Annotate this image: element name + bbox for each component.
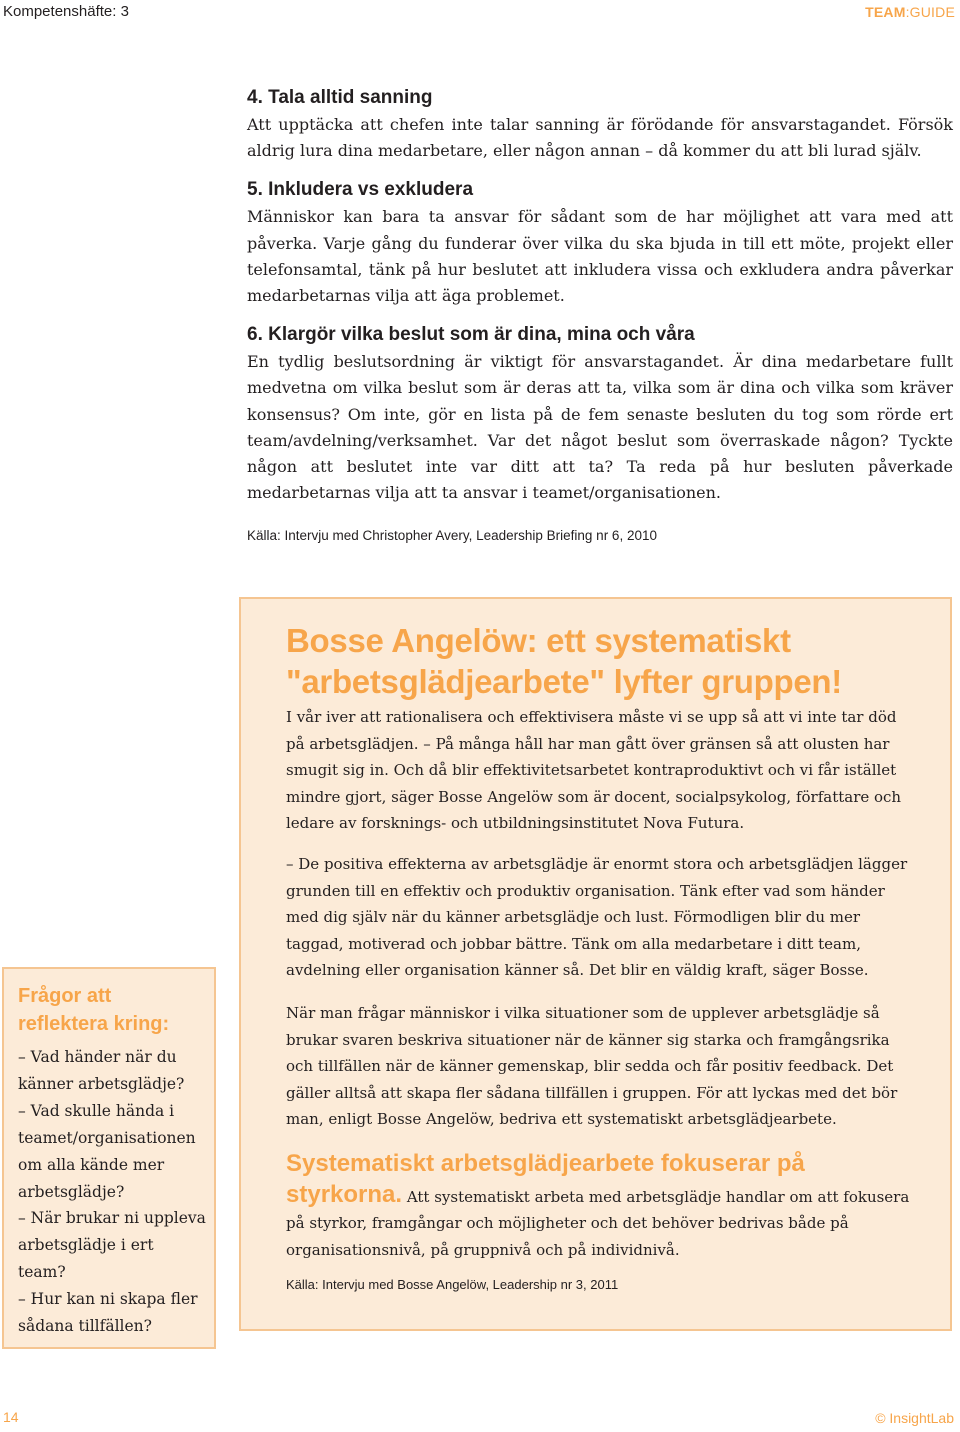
reflection-question: – Vad skulle hända i teamet/organisationen om alla kände mer arbetsglädje? <box>18 1101 196 1201</box>
article-source: Källa: Intervju med Bosse Angelöw, Leadership nr 3, 2011 <box>286 1277 619 1293</box>
brand-guide: GUIDE <box>909 4 955 20</box>
reflection-question: – När brukar ni uppleva arbetsglädje i ert team? <box>18 1209 206 1282</box>
reflection-question: – Hur kan ni skapa fler sådana tillfällen? <box>18 1290 198 1336</box>
article-title-line-1: Bosse Angelöw: ett systematiskt <box>286 622 791 659</box>
section-4 <box>247 84 953 164</box>
brand-separator: : <box>905 4 910 20</box>
reflection-question: – Vad händer när du känner arbetsglädje? <box>18 1048 185 1093</box>
header-brand <box>865 4 955 20</box>
section-heading: 5. Inkludera vs exkludera <box>247 179 474 201</box>
article-content <box>286 620 916 1292</box>
page-number: 14 <box>3 1409 19 1425</box>
section-text: En tydlig beslutsordning är viktigt för ansvarstagandet. Är dina medarbetare fullt medvetna om vilka beslut som är deras att ta, vilka som är dina och vilka som kräver konsensus? Om inte, gör en lista på de fem senaste besluten du tog som rörde ert team/avdelning/verksamhet. Var det något beslut som överraskade någon? Tyckte någon att beslutet inte var ditt att ta? Ta reda på hur besluten påverkade medarbetarnas vilja att ta ansvar i teamet/organisationen. <box>247 352 953 503</box>
header-title: Kompetenshäfte: 3 <box>3 3 129 20</box>
article-paragraph: – De positiva effekterna av arbetsglädje är enormt stora och arbetsglädjen lägger grunden till en effektiv och produktiv organisation. Tänk efter vad som händer med dig själv när du känner arbetsglädje och lust. Förmodligen blir du mer taggad, motiverad och jobbar bättre. Tänk om alla medarbetare i ditt team, avdelning eller organisation känner så. Det blir en väldig kraft, säger Bosse. <box>286 854 908 980</box>
section-text: Att upptäcka att chefen inte talar sanning är förödande för ansvarstagandet. Försök aldrig lura dina medarbetare, eller någon annan – då kommer du att bli lurad själv. <box>247 115 953 161</box>
section-text: Människor kan bara ta ansvar för sådant som de har möjlighet att vara med att påverka. Varje gång du funderar över vilka du ska bjuda in till ett möte, projekt eller telefonsamtal, tänk på hur beslutet att inkludera vissa och exkludera andra påverkar medarbetarnas vilja att äga problemet. <box>247 207 953 306</box>
reflection-heading: Frågor att reflektera kring: <box>18 985 170 1035</box>
article-title-line-2: "arbetsglädjearbete" lyfter gruppen! <box>286 663 842 700</box>
brand-team: TEAM <box>865 4 906 20</box>
advice-sections <box>247 84 953 543</box>
article-paragraph: I vår iver att rationalisera och effektivisera måste vi se upp så att vi inte tar död på arbetsglädjen. – På många håll har man gått över gränsen så att olusten har smugit sig in. Och då blir effektivitetsarbetet kontraproduktivt och vi får istället mindre gjort, säger Bosse Angelöw som är docent, socialpsykolog, författare och ledare av forsknings- och utbildningsinstitutet Nova Futura. <box>286 708 902 833</box>
article-paragraph: När man frågar människor i vilka situationer som de upplever arbetsglädje så brukar svaren beskriva situationer när de känner sig starka och framgångsrika och tillfällen när de känner gemenskap, blir sedda och får positiv feedback. Det gäller alltså att skapa fler sådana tillfällen i gruppen. För att lyckas med det bör man, enligt Bosse Angelöw, bedriva ett systematiskt arbetsglädjearbete. <box>286 1003 898 1129</box>
article-subheading: Systematiskt arbetsglädjearbete fokuserar på styrkorna. <box>286 1149 805 1208</box>
section-5 <box>247 176 953 309</box>
copyright: © InsightLab <box>875 1410 954 1426</box>
section-6 <box>247 321 953 506</box>
section-heading: 4. Tala alltid sanning <box>247 87 433 108</box>
source-citation: Källa: Intervju med Christopher Avery, Leadership Briefing nr 6, 2010 <box>247 528 657 544</box>
section-heading: 6. Klargör vilka beslut som är dina, mina och våra <box>247 324 695 346</box>
article-subsection <box>286 1149 916 1263</box>
reflection-content <box>18 982 206 1340</box>
article-subsection-text: Att systematiskt arbeta med arbetsglädje handlar om att fokusera på styrkor, framgångar och möjligheter och det behöver bedrivas både på organisationsnivå, på gruppnivå och på individnivå. <box>286 1187 910 1259</box>
article-title <box>286 620 916 702</box>
